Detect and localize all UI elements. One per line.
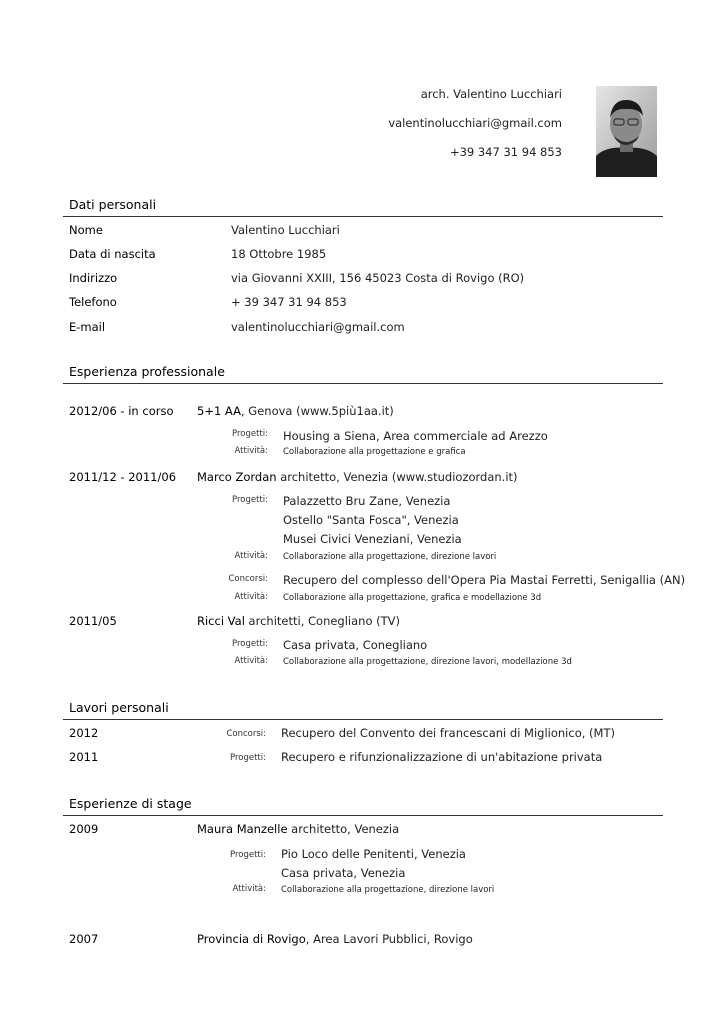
employer-details: architetto, Venezia (www.studiozordan.it) bbox=[276, 470, 518, 484]
progetto-item: Casa privata, Conegliano bbox=[283, 638, 428, 652]
work-year: 2012 bbox=[69, 726, 99, 740]
section-title-stage: Esperienze di stage bbox=[69, 796, 192, 811]
experience-date: 2011/05 bbox=[69, 614, 117, 628]
divider bbox=[63, 719, 663, 720]
personal-value-phone: + 39 347 31 94 853 bbox=[231, 295, 347, 309]
work-description: Recupero del Convento dei francescani di Miglionico, (MT) bbox=[281, 726, 615, 740]
personal-value-name: Valentino Lucchiari bbox=[231, 223, 340, 237]
progetti-label: Progetti: bbox=[231, 639, 268, 649]
personal-label-phone: Telefono bbox=[69, 295, 117, 309]
employer-name: Marco Zordan bbox=[197, 470, 277, 484]
experience-employer bbox=[197, 404, 394, 418]
work-description: Recupero e rifunzionalizzazione di un'abitazione privata bbox=[281, 750, 603, 764]
experience-date: 2011/12 - 2011/06 bbox=[69, 470, 177, 484]
progetto-item: Ostello "Santa Fosca", Venezia bbox=[283, 513, 459, 527]
profile-photo bbox=[596, 86, 657, 177]
employer-details: , Area Lavori Pubblici, Rovigo bbox=[305, 932, 473, 946]
progetti-label: Progetti: bbox=[231, 429, 268, 439]
personal-value-address: via Giovanni XXIII, 156 45023 Costa di Rovigo (RO) bbox=[231, 271, 525, 285]
progetto-item: Palazzetto Bru Zane, Venezia bbox=[283, 494, 451, 508]
progetto-item: Musei Civici Veneziani, Venezia bbox=[283, 532, 462, 546]
progetto-item: Casa privata, Venezia bbox=[281, 866, 406, 880]
attivita-label: Attività: bbox=[234, 592, 268, 602]
attivita-text: Collaborazione alla progettazione, direzione lavori, modellazione 3d bbox=[283, 657, 572, 667]
experience-employer bbox=[197, 614, 400, 628]
progetti-label: Progetti: bbox=[229, 753, 266, 763]
employer-name: Ricci Val bbox=[197, 614, 245, 628]
section-title-experience: Esperienza professionale bbox=[69, 364, 225, 379]
personal-label-address: Indirizzo bbox=[69, 271, 118, 285]
stage-employer bbox=[197, 822, 399, 836]
attivita-text: Collaborazione alla progettazione, direzione lavori bbox=[281, 885, 495, 895]
progetti-label: Progetti: bbox=[231, 495, 268, 505]
header-phone: +39 347 31 94 853 bbox=[449, 145, 562, 159]
employer-details: , Genova (www.5più1aa.it) bbox=[240, 404, 394, 418]
concorsi-label: Concorsi: bbox=[226, 729, 266, 739]
attivita-text: Collaborazione alla progettazione, grafica e modellazione 3d bbox=[283, 593, 542, 603]
attivita-label: Attività: bbox=[234, 656, 268, 666]
personal-value-email: valentinolucchiari@gmail.com bbox=[231, 320, 405, 334]
employer-name: Provincia di Rovigo bbox=[197, 932, 306, 946]
section-title-personal-works: Lavori personali bbox=[69, 700, 169, 715]
stage-year: 2009 bbox=[69, 822, 99, 836]
header-name: arch. Valentino Lucchiari bbox=[420, 87, 562, 101]
attivita-label: Attività: bbox=[232, 884, 266, 894]
personal-label-name: Nome bbox=[69, 223, 103, 237]
experience-employer bbox=[197, 470, 518, 484]
employer-name: Maura Manzelle bbox=[197, 822, 288, 836]
personal-value-birth: 18 Ottobre 1985 bbox=[231, 247, 327, 261]
experience-date: 2012/06 - in corso bbox=[69, 404, 174, 418]
attivita-label: Attività: bbox=[234, 551, 268, 561]
progetto-item: Pio Loco delle Penitenti, Venezia bbox=[281, 847, 466, 861]
employer-details: architetti, Conegliano (TV) bbox=[244, 614, 401, 628]
progetti-label: Progetti: bbox=[229, 850, 266, 860]
employer-name: 5+1 AA bbox=[197, 404, 241, 418]
divider bbox=[63, 216, 663, 217]
section-title-personal: Dati personali bbox=[69, 197, 157, 212]
progetto-item: Housing a Siena, Area commerciale ad Arezzo bbox=[283, 429, 548, 443]
attivita-text: Collaborazione alla progettazione e grafica bbox=[283, 447, 466, 457]
personal-label-birth: Data di nascita bbox=[69, 247, 156, 261]
employer-details: architetto, Venezia bbox=[287, 822, 400, 836]
concorso-item: Recupero del complesso dell'Opera Pia Mastai Ferretti, Senigallia (AN) bbox=[283, 573, 686, 587]
stage-year: 2007 bbox=[69, 932, 99, 946]
personal-label-email: E-mail bbox=[69, 320, 106, 334]
concorsi-label: Concorsi: bbox=[228, 574, 268, 584]
divider bbox=[63, 815, 663, 816]
work-year: 2011 bbox=[69, 750, 99, 764]
stage-employer bbox=[197, 932, 473, 946]
divider bbox=[63, 383, 663, 384]
attivita-label: Attività: bbox=[234, 446, 268, 456]
attivita-text: Collaborazione alla progettazione, direzione lavori bbox=[283, 552, 497, 562]
header-email: valentinolucchiari@gmail.com bbox=[388, 116, 562, 130]
